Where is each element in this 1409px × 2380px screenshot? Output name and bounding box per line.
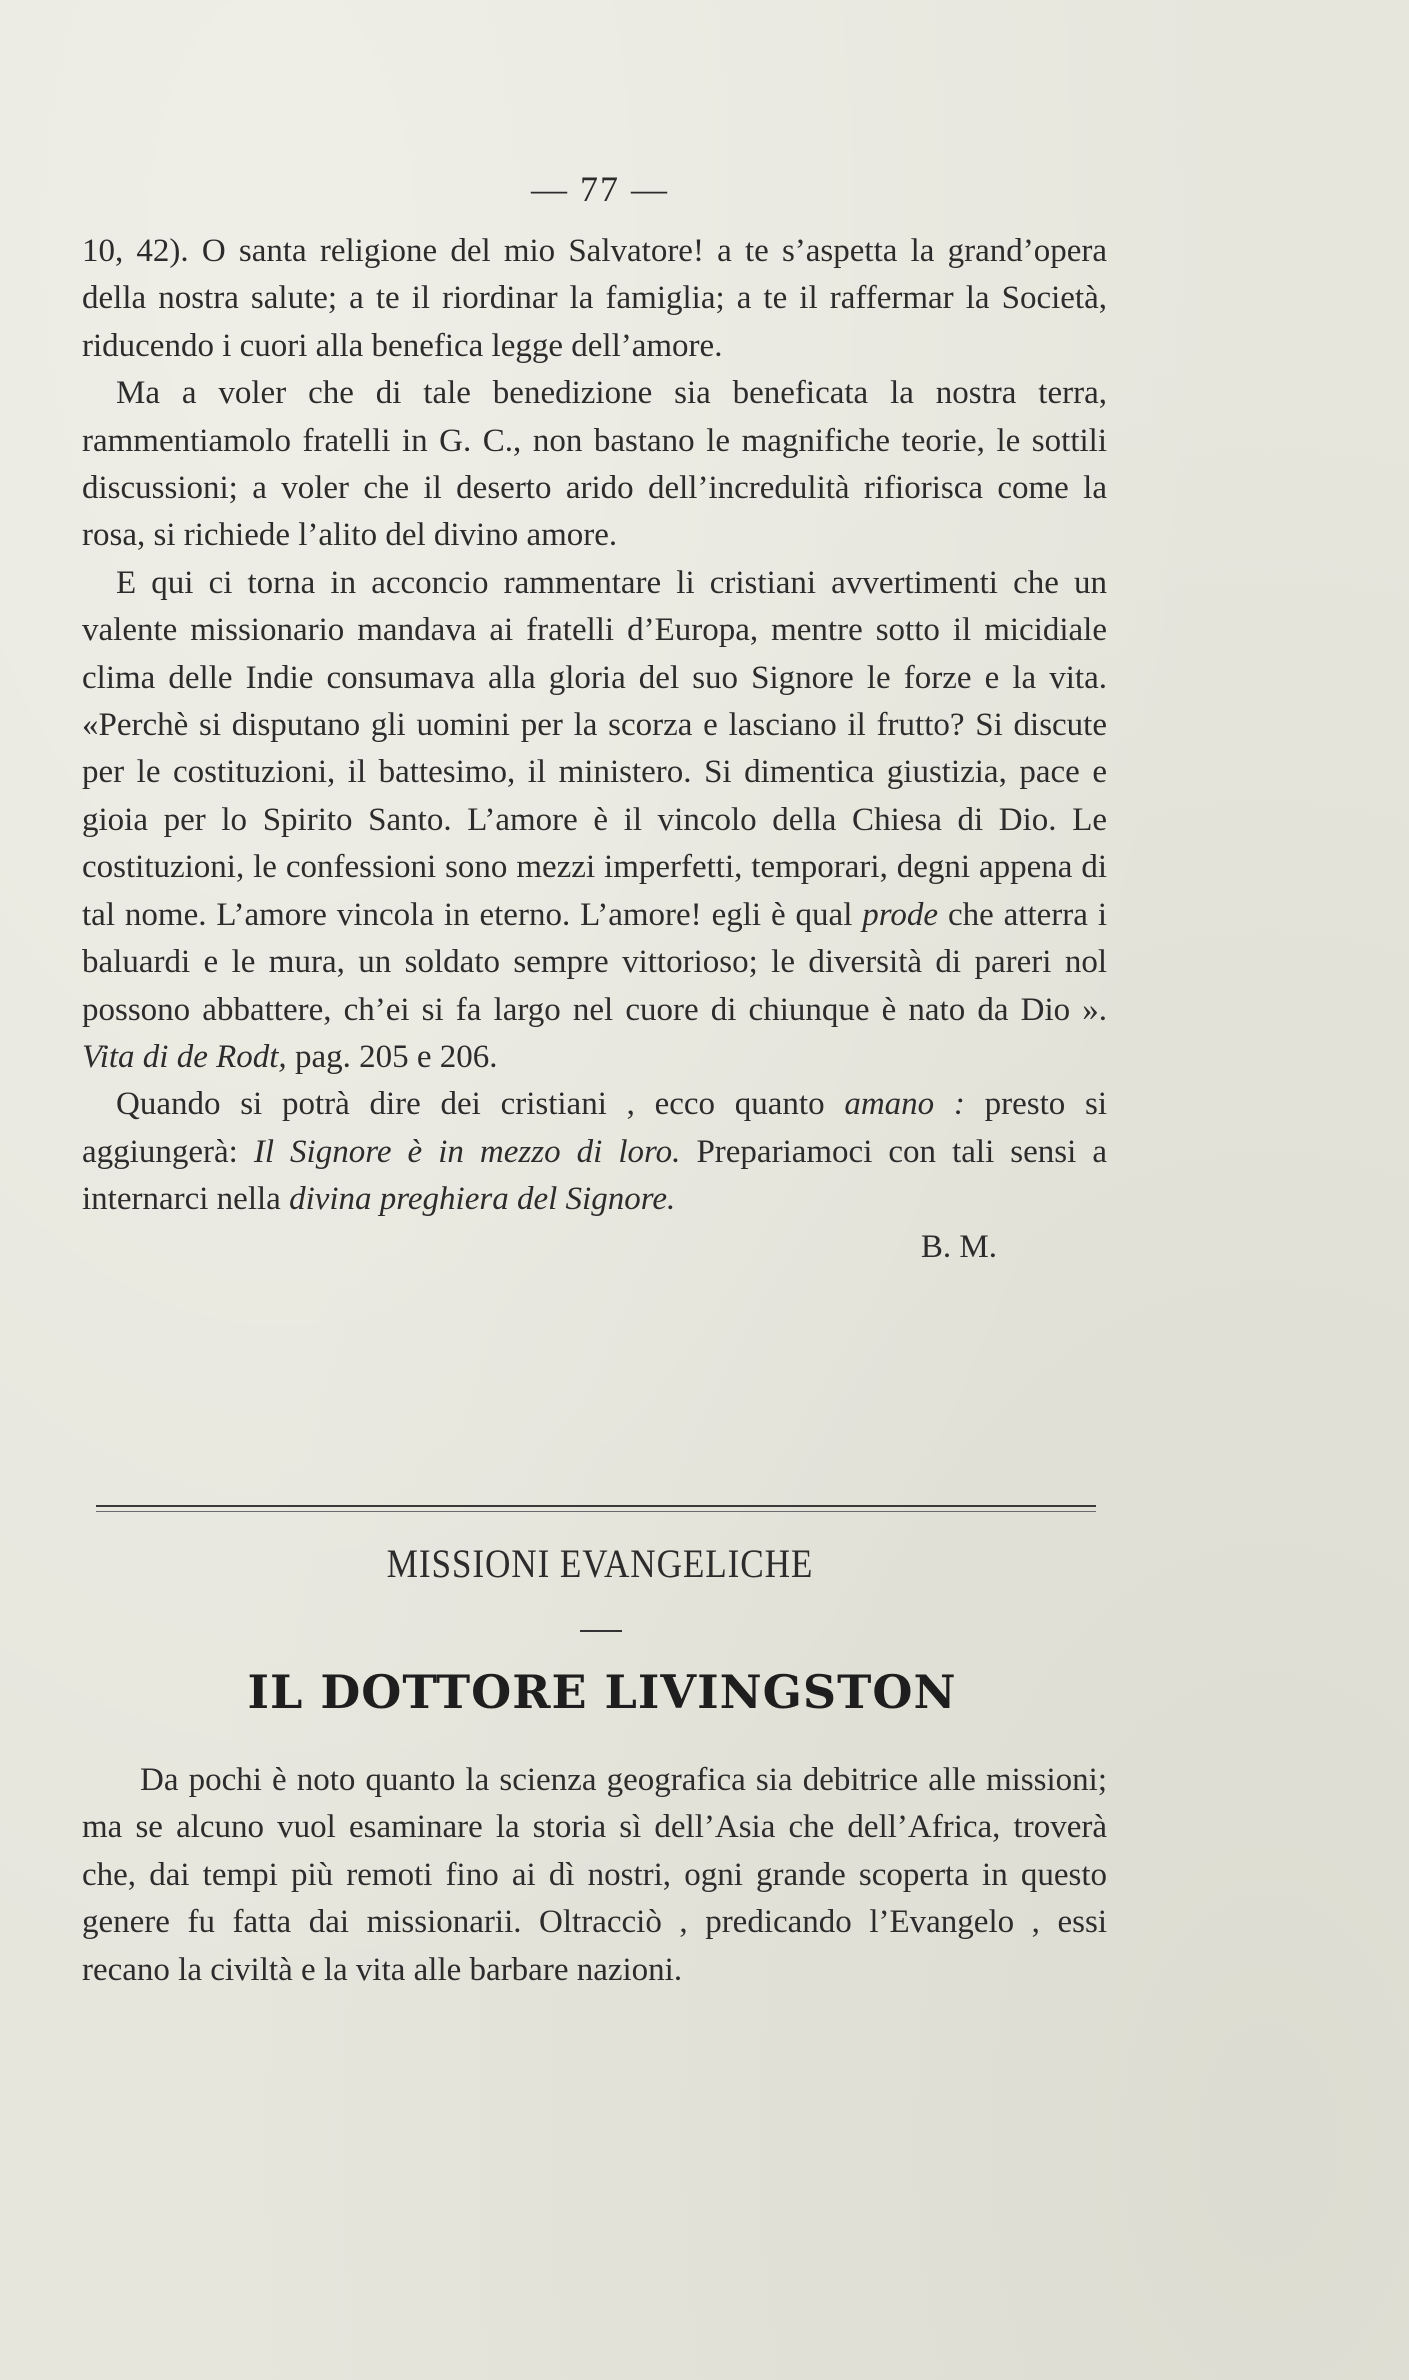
paragraph: 10, 42). O santa religione del mio Salvatore! a te s’aspetta la grand’opera della nostra salute; a te il riordinar la famiglia; a te il raffermar la Società, riducendo i cuori alla benefica legge dell’amore. — [82, 233, 1107, 364]
section-divider — [96, 1505, 1096, 1512]
paragraph-text: che atterra i baluardi e le mura, un soldato sempre vittorioso; le diversità di pareri nol possono abbattere, ch’ei si fa largo nel cuore di chiunque è nato da Dio ». — [82, 896, 1108, 1028]
citation-italic: Vita di de Rodt, — [82, 1038, 287, 1075]
paragraph: Da pochi è noto quanto la scienza geografica sia debitrice alle missioni; ma se alcuno vuol esaminare la storia sì dell’Asia che dell’Africa, troverà che, dai tempi più remoti fino ai dì nostri, ogni grande scoperta in questo genere fu fatta dai missionarii. Oltracciò , predicando l’Evangelo , essi recano la civiltà e la vita alle barbare nazioni. — [82, 1762, 1107, 1988]
paragraph-text: Quando si potrà dire dei cristiani , ecco quanto — [116, 1086, 825, 1123]
body-text-top — [82, 228, 1107, 1271]
paragraph-text: Prepariamoci con tali sensi a internarci nella — [82, 1133, 1107, 1218]
paragraph: Ma a voler che di tale benedizione sia beneficata la nostra terra, rammentiamolo fratelli in G. C., non bastano le magnifiche teorie, le sottili discussioni; a voler che il deserto arido dell’incredulità rifiorisca come la rosa, si richiede l’alito del divino amore. — [82, 375, 1107, 554]
signature-row — [82, 1224, 1107, 1271]
article-title: IL DOTTORE LIVINGSTON — [247, 1665, 957, 1719]
title-divider — [580, 1630, 622, 1632]
body-text-bottom — [82, 1757, 1107, 1994]
paragraph — [82, 1081, 1107, 1223]
citation-pages: pag. 205 e 206. — [294, 1038, 498, 1075]
paragraph-text: E qui ci torna in acconcio rammentare li cristiani avvertimenti che un valente missionario mandava ai fratelli d’Europa, mentre sotto il micidiale clima delle Indie consumava alla gloria del suo Signore le forze e la vita. «Perchè si disputano gli uomini per la scorza e lasciano il frutto? Si discute per le costituzioni, il battesimo, il ministero. Si dimentica giustizia, pace e gioia per lo Spirito Santo. L’amore è il vincolo della Chiesa di Dio. Le costituzioni, le confessioni sono mezzi imperfetti, temporari, degni appena di tal nome. L’amore vincola in eterno. L’amore! egli è qual — [82, 564, 1107, 933]
paragraph — [82, 560, 1107, 1081]
italic-text: prode — [862, 896, 939, 933]
page-number: — 77 — — [531, 169, 669, 209]
author-signature: B. M. — [920, 1228, 997, 1265]
italic-text: amano : — [844, 1086, 965, 1123]
italic-text: Il Signore è in mezzo di loro. — [253, 1133, 681, 1170]
italic-text: divina preghiera del Signore. — [289, 1181, 676, 1218]
section-title: MISSIONI EVANGELICHE — [386, 1541, 814, 1586]
paragraph-text: presto si aggiungerà: — [82, 1086, 1107, 1170]
